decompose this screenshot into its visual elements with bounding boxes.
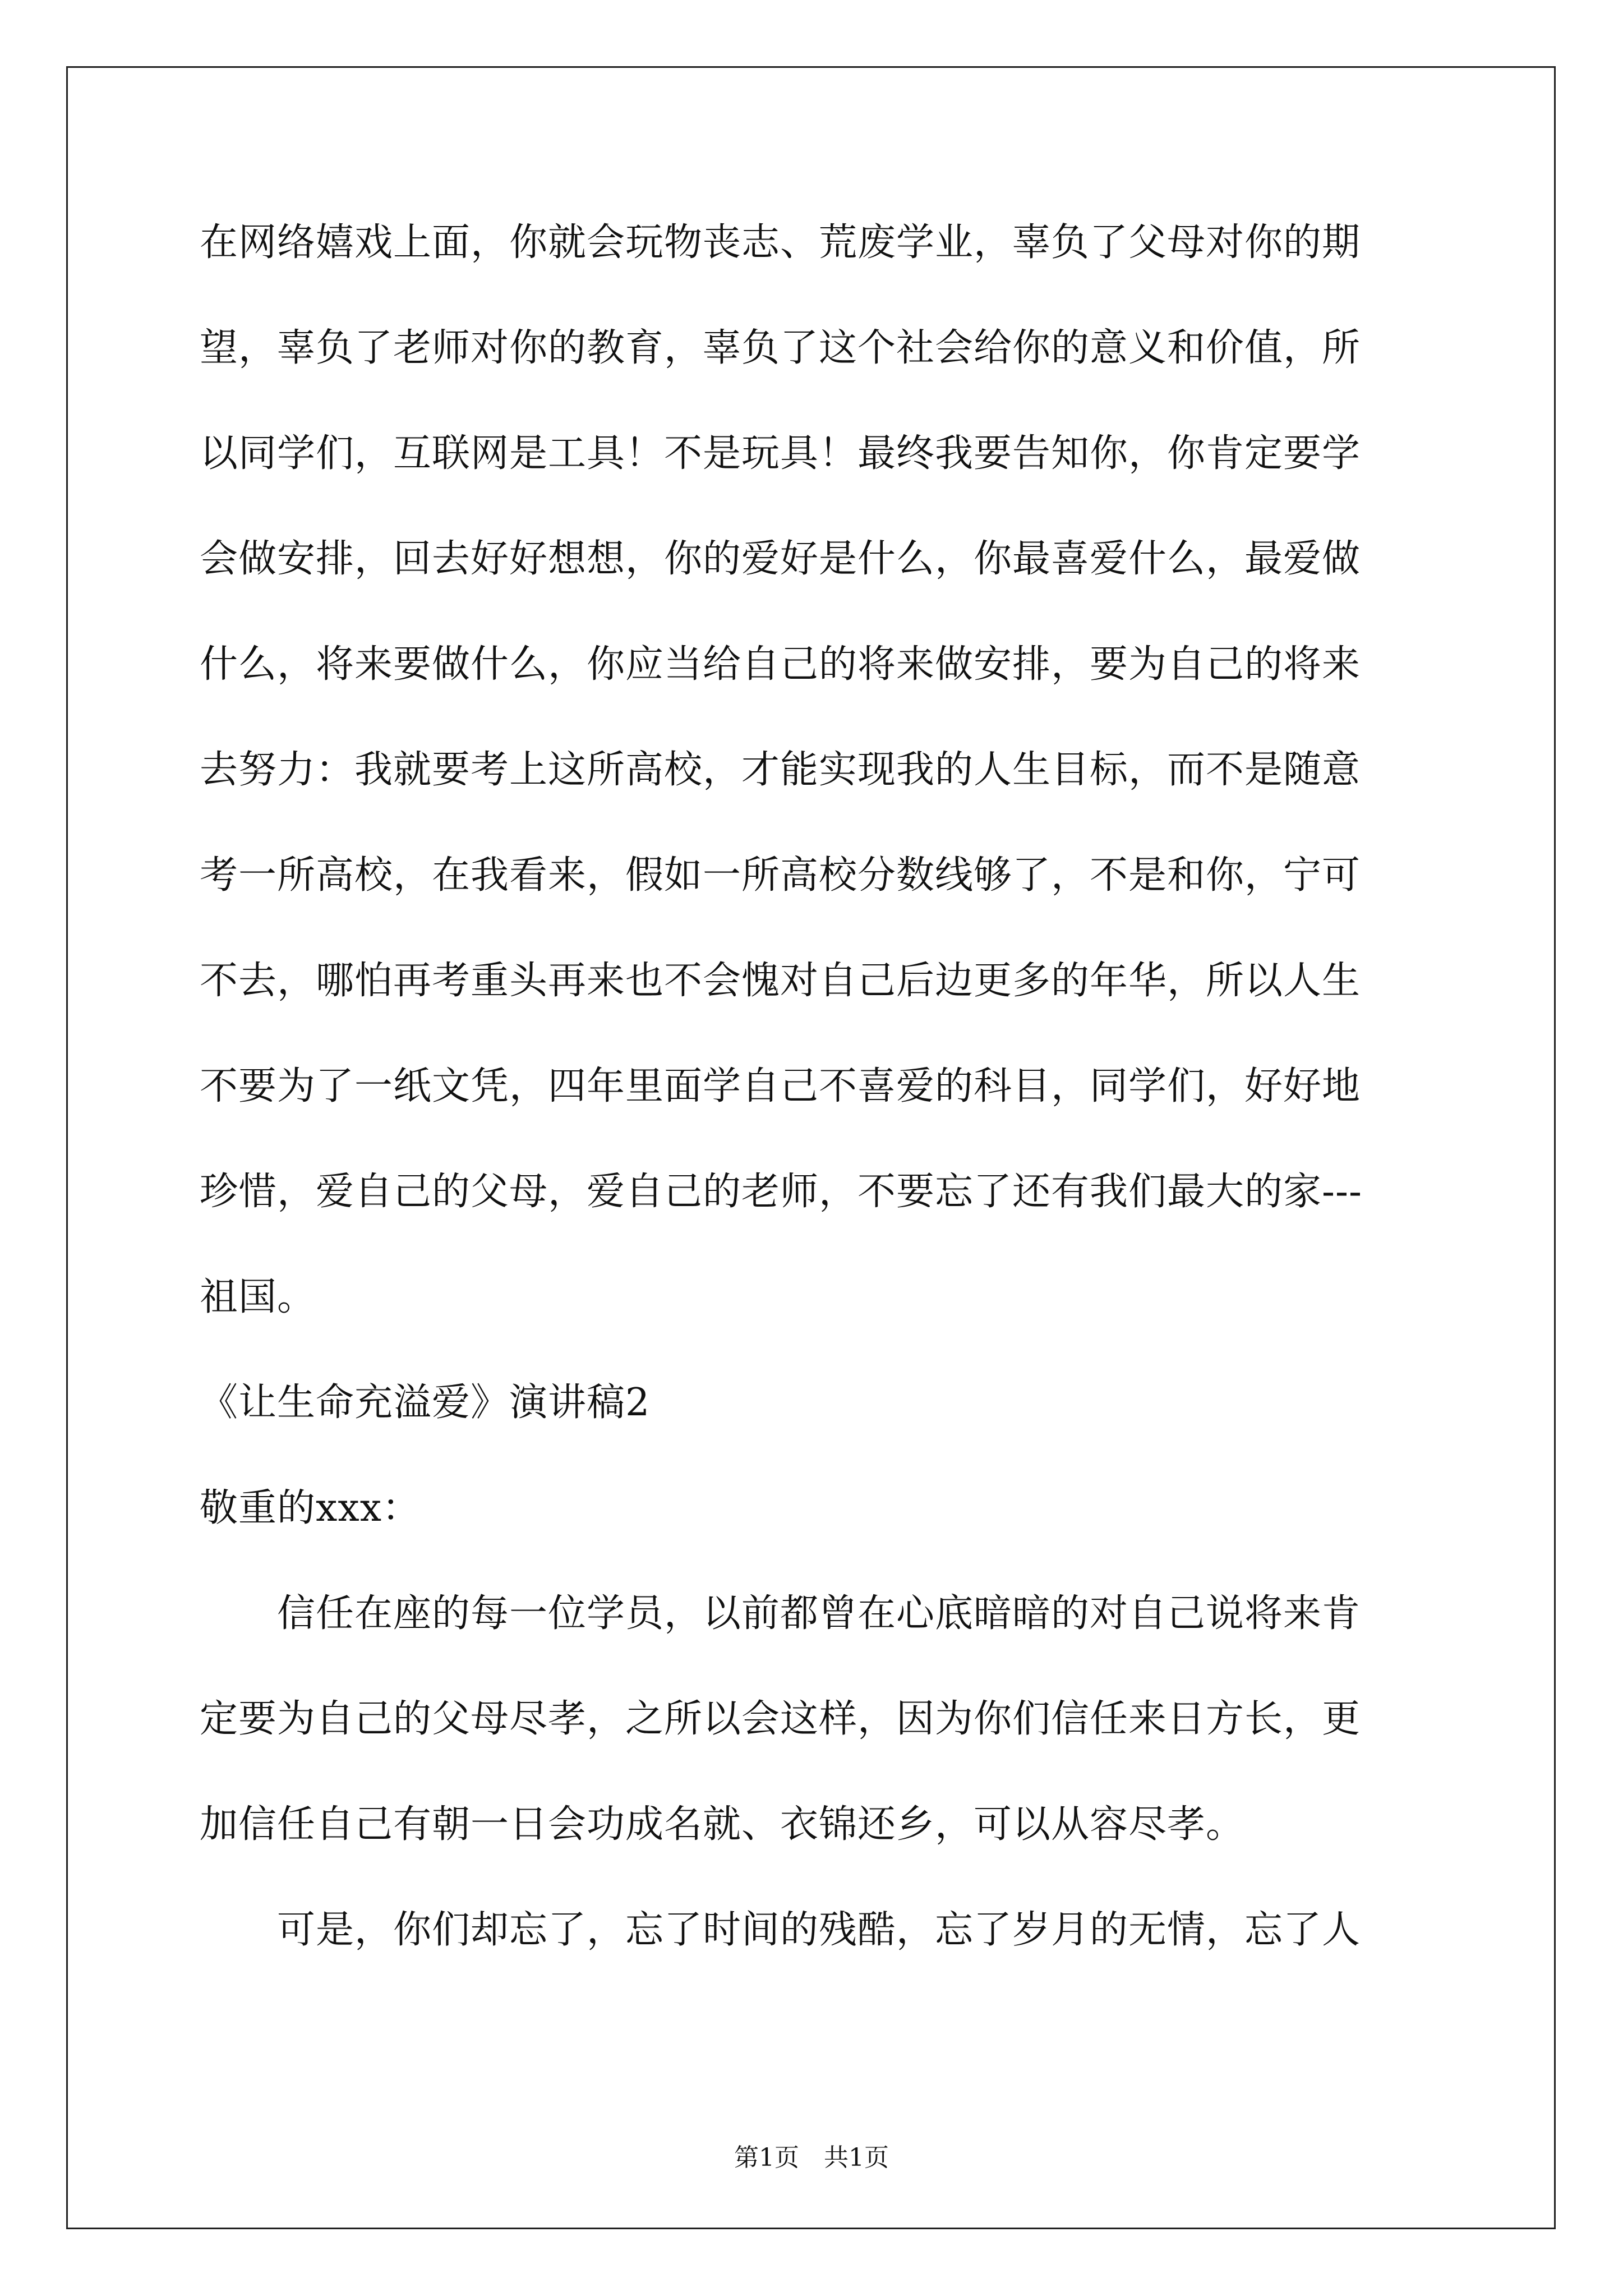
text-line: 去努力：我就要考上这所高校，才能实现我的人生目标，而不是随意 — [200, 748, 1361, 792]
text-line: 望，辜负了老师对你的教育，辜负了这个社会给你的意义和价值，所 — [200, 326, 1361, 370]
text-line: 可是，你们却忘了，忘了时间的残酷，忘了岁月的无情，忘了人 — [200, 1908, 1361, 1952]
text-line: 不要为了一纸文凭，四年里面学自己不喜爱的科目，同学们，好好地 — [200, 1064, 1361, 1108]
salutation: 敬重的xxx： — [200, 1486, 421, 1530]
text-line: 不去，哪怕再考重头再来也不会愧对自己后边更多的年华，所以人生 — [200, 959, 1361, 1003]
text-line: 考一所高校，在我看来，假如一所高校分数线够了，不是和你，宁可 — [200, 853, 1361, 898]
text-line: 加信任自己有朝一日会功成名就、衣锦还乡，可以从容尽孝。 — [200, 1802, 1245, 1847]
document-body — [200, 220, 1428, 2016]
text-line: 会做安排，回去好好想想，你的爱好是什么，你最喜爱什么，最爱做 — [200, 537, 1361, 581]
text-line: 定要为自己的父母尽孝，之所以会这样，因为你们信任来日方长，更 — [200, 1697, 1361, 1741]
section-title: 《让生命充溢爱》演讲稿2 — [200, 1381, 651, 1425]
text-line: 祖国。 — [200, 1275, 316, 1319]
page-footer: 第1页 共1页 — [734, 2143, 889, 2172]
text-line: 以同学们，互联网是工具！不是玩具！最终我要告知你，你肯定要学 — [200, 431, 1361, 476]
text-line: 信任在座的每一位学员，以前都曾在心底暗暗的对自己说将来肯 — [200, 1591, 1361, 1636]
text-line: 在网络嬉戏上面，你就会玩物丧志、荒废学业，辜负了父母对你的期 — [200, 220, 1361, 265]
text-line: 珍惜，爱自己的父母，爱自己的老师，不要忘了还有我们最大的家--- — [200, 1170, 1362, 1214]
text-line: 什么，将来要做什么，你应当给自己的将来做安排，要为自己的将来 — [200, 642, 1361, 687]
